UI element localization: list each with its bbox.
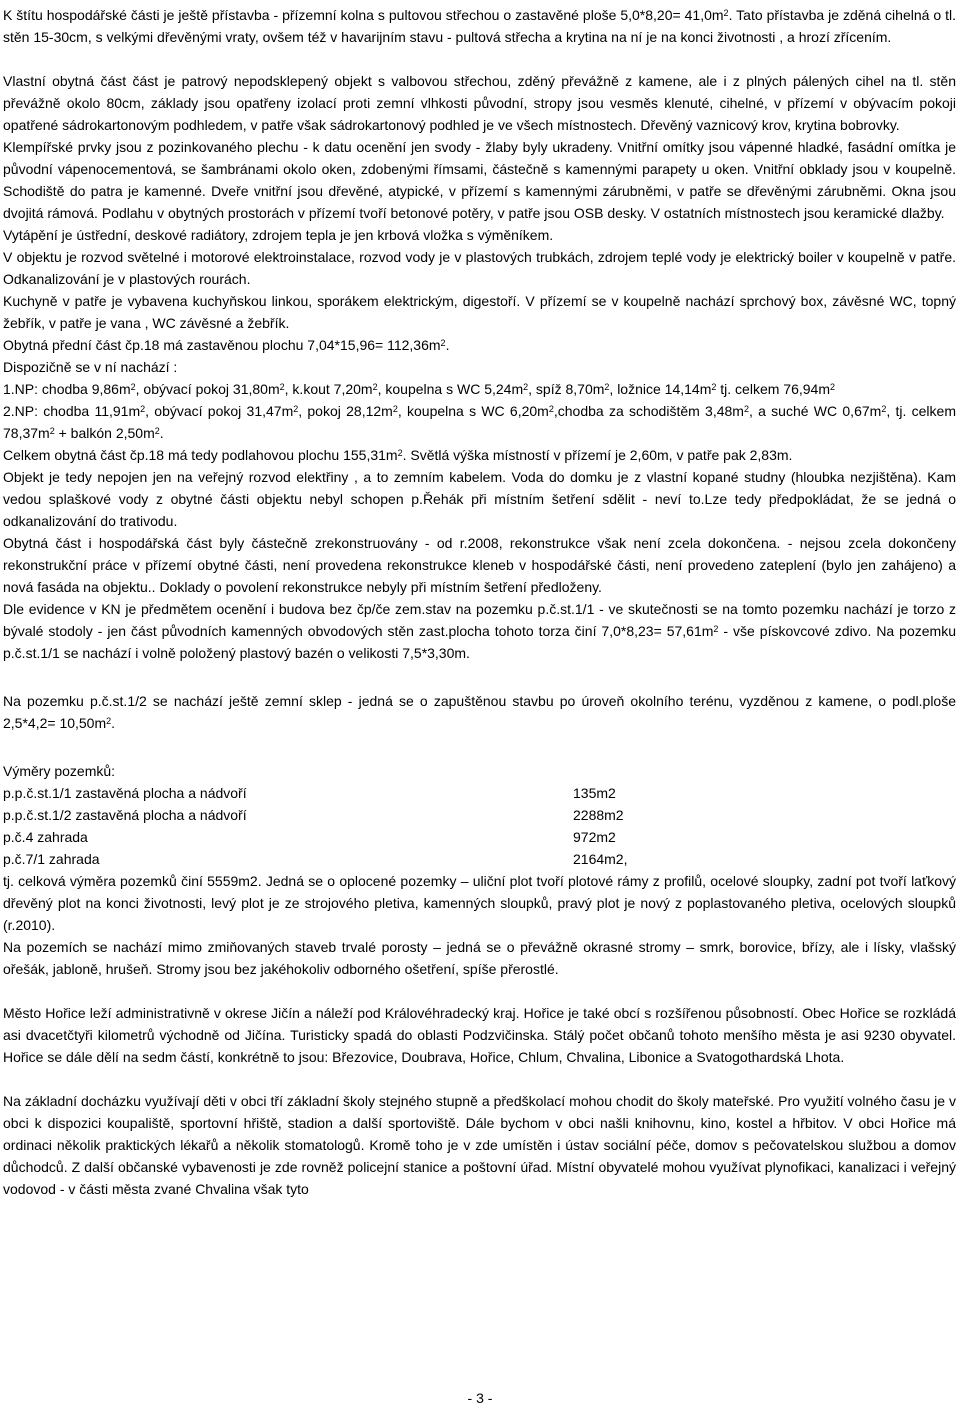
paragraph-amenities — [3, 1090, 956, 1200]
text-run: , pokoj 28,12m — [298, 403, 393, 419]
text-run: , koupelna s WC 6,20m — [397, 403, 549, 419]
superscript: 2 — [523, 382, 529, 392]
superscript: 2 — [397, 448, 403, 458]
paragraph-connections — [3, 466, 956, 532]
paragraph-floor-area-total — [3, 444, 956, 466]
superscript: 2 — [713, 624, 719, 634]
superscript: 2 — [881, 404, 887, 414]
superscript: 2 — [830, 382, 836, 392]
text-run: Kuchyně v patře je vybavena kuchyňskou linkou, sporákem elektrickým, digestoří. V přízemí se v koupelně nachází sprchový box, závěsné WC, topný žebřík, v patře je vana , WC závěsné a žebřík. — [3, 293, 956, 331]
plot-area: 972m2 — [573, 829, 616, 845]
text-run: ,chodba za schodištěm 3,48m — [553, 403, 744, 419]
text-run: + balkón 2,50m — [54, 425, 155, 441]
text-run: Vytápění je ústřední, deskové radiátory, zdrojem tepla je jen krbová vložka s výměníkem. — [3, 227, 554, 243]
paragraph-utilities — [3, 246, 956, 290]
paragraph-finishes — [3, 136, 956, 224]
paragraph-reconstruction — [3, 532, 956, 598]
superscript: 2 — [604, 382, 610, 392]
text-run: Objekt je tedy nepojen jen na veřejný rozvod elektřiny , a to zemním kabelem. Voda do domku je z vlastní kopané studny (hloubka nezjištěna). Kam vedou splaškové vody z obytné části objektu nebyl schopen p.Řehák při místním šetření sdělit - neví to.Lze tedy předpokládat, že se jedná o odkanalizování do trativodu. — [3, 469, 956, 529]
superscript: 2 — [279, 382, 285, 392]
text-run: , a suché WC 0,67m — [748, 403, 882, 419]
superscript: 2 — [711, 382, 717, 392]
text-run: , obývací pokoj 31,47m — [145, 403, 294, 419]
superscript: 2 — [372, 382, 378, 392]
plot-row — [3, 782, 956, 804]
plot-label: p.č.7/1 zahrada — [3, 851, 100, 867]
paragraph-residential-part — [3, 70, 956, 136]
plots-heading — [3, 760, 956, 782]
text-run: Výměry pozemků: — [3, 763, 116, 779]
paragraph-cellar — [3, 690, 956, 734]
plots-table — [3, 782, 956, 870]
paragraph-total-area — [3, 870, 956, 936]
text-run: , ložnice 14,14m — [609, 381, 712, 397]
text-run: Dispozičně se v ní nachází : — [3, 359, 178, 375]
page-number: - 3 - — [467, 1390, 493, 1406]
text-run: . Tato přístavba je zděná cihelná o tl. stěn 15-30cm, s velkými dřevěnými vraty, ovšem též v havarijním stavu - pultová střecha a krytina na ní je na konci životnosti , a hrozí zřícením. — [3, 7, 956, 45]
paragraph-vegetation — [3, 936, 956, 980]
text-run: Obytná přední část čp.18 má zastavěnou plochu 7,04*15,96= 112,36m — [3, 337, 441, 353]
superscript: 2 — [440, 338, 446, 348]
superscript: 2 — [140, 404, 146, 414]
text-run: Město Hořice leží administrativně v okrese Jičín a náleží pod Královéhradecký kraj. Hořice je také obcí s rozšířenou působností. Obec Hořice se rozkládá asi dvacetčtyři kilometrů východně od Jičína. Turisticky spadá do oblasti Podzvičinska. Stálý počet občanů tohoto menšího města je asi 9230 obyvatel. Hořice se dále dělí na sedm částí, konkrétně to jsou: Březovice, Doubrava, Hořice, Chlum, Chvalina, Libonice a Svatogothardská Lhota. — [3, 1005, 956, 1065]
paragraph-cadastre — [3, 598, 956, 664]
text-run: , spíž 8,70m — [528, 381, 605, 397]
paragraph-built-area — [3, 334, 956, 356]
text-run: , obývací pokoj 31,80m — [135, 381, 280, 397]
superscript: 2 — [106, 716, 112, 726]
text-run: Na pozemku p.č.st.1/2 se nachází ještě zemní sklep - jedná se o zapuštěnou stavbu po úroveň okolního terénu, vyzděnou z kamene, o podl.ploše 2,5*4,2= 10,50m — [3, 693, 956, 731]
text-run: 2.NP: chodba 11,91m — [3, 403, 141, 419]
paragraph-first-floor — [3, 400, 956, 444]
text-run: V objektu je rozvod světelné i motorové elektroinstalace, rozvod vody je v plastových trubkách, zdrojem teplé vody je elektrický boiler v koupelně v patře. Odkanalizování je v plastových rourách. — [3, 249, 956, 287]
paragraph-town — [3, 1002, 956, 1068]
superscript: 2 — [743, 404, 749, 414]
superscript: 2 — [723, 8, 729, 18]
plot-area: 135m2 — [573, 785, 616, 801]
paragraph-heating — [3, 224, 956, 246]
paragraph-ground-floor — [3, 378, 956, 400]
text-run: , koupelna s WC 5,24m — [377, 381, 524, 397]
text-run: . — [445, 337, 450, 353]
text-run: tj. celková výměra pozemků činí 5559m2. Jedná se o oplocené pozemky – uliční plot tvoří plotové rámy z profilů, ocelové sloupky, zadní pot tvoří laťkový dřevěný plot na konci životnosti, levý plot je ze strojového pletiva, kamenných sloupků, pravý plot je nový z poplastovaného pletiva, ocelových sloupků (r.2010). — [3, 873, 956, 933]
text-run: , tj. celkem 78,37m — [3, 403, 956, 441]
text-run: . — [159, 425, 164, 441]
text-run: 1.NP: chodba 9,86m — [3, 381, 131, 397]
text-run: Na pozemích se nachází mimo zmiňovaných staveb trvalé porosty – jedná se o převážně okrasné stromy – smrk, borovice, břízy, ale i lísky, vlašský ořešák, jabloně, hrušeň. Stromy jsou bez jakéhokoliv odborného ošetření, spíše přerostlé. — [3, 939, 956, 977]
plot-label: p.p.č.st.1/1 zastavěná plocha a nádvoří — [3, 785, 247, 801]
superscript: 2 — [49, 426, 55, 436]
superscript: 2 — [548, 404, 554, 414]
text-run: K štítu hospodářské části je ještě přístavba - přízemní kolna s pultovou střechou o zastavěné ploše 5,0*8,20= 41,0m — [3, 7, 724, 23]
plot-row — [3, 826, 956, 848]
text-run: . — [111, 715, 116, 731]
plot-label: p.p.č.st.1/2 zastavěná plocha a nádvoří — [3, 807, 247, 823]
plot-row — [3, 804, 956, 826]
paragraph-outbuilding — [3, 4, 956, 48]
plot-area: 2288m2 — [573, 807, 624, 823]
text-run: tj. celkem 76,94m — [716, 381, 830, 397]
text-run: Dle evidence v KN je předmětem ocenění i budova bez čp/če zem.stav na pozemku p.č.st.1/1 - ve skutečnosti se na tomto pozemku nachází je torzo z bývalé stodoly - jen část původních kamenných obvodových stěn zast.plocha tohoto torza činí 7,0*8,23= 57,61m — [3, 601, 956, 639]
superscript: 2 — [130, 382, 136, 392]
text-run: Vlastní obytná část část je patrový nepodsklepený objekt s valbovou střechou, zděný převážně z kamene, ale i z plných pálených cihel na tl. stěn převážně okolo 80cm, základy jsou opatřeny izolací proti zemní vlhkosti původní, stropy jsou vesměs klenuté, cihelné, v přízemí v obývacím pokoji opatřené sádrokartonovým podhledem, v patře však sádrokartonový podhled je ve všech místnostech. Dřevěný vaznicový krov, krytina bobrovky. — [3, 73, 956, 133]
text-run: Celkem obytná část čp.18 má tedy podlahovou plochu 155,31m — [3, 447, 398, 463]
plot-row — [3, 848, 956, 870]
plot-label: p.č.4 zahrada — [3, 829, 88, 845]
text-run: . Světlá výška místností v přízemí je 2,60m, v patře pak 2,83m. — [402, 447, 793, 463]
superscript: 2 — [293, 404, 299, 414]
text-run: - vše pískovcové zdivo. Na pozemku p.č.st.1/1 se nachází i volně položený plastový bazén o velikosti 7,5*3,30m. — [3, 623, 956, 661]
superscript: 2 — [392, 404, 398, 414]
paragraph-layout-heading — [3, 356, 956, 378]
text-run: Klempířské prvky jsou z pozinkovaného plechu - k datu ocenění jen svody - žlaby byly ukradeny. Vnitřní omítky jsou vápenné hladké, fasádní omítka je původní vápenocementová, se šambránami okolo oken, zdobenými římsami, částečně s kamennými parapety u oken. Vnitřní obklady jsou v koupelně. Schodiště do patra je kamenné. Dveře vnitřní jsou dřevěné, atypické, v přízemí s kamennými zárubněmi, v patře se dřevěnými zárubněmi. Okna jsou dvojitá rámová. Podlahu v obytných prostorách v přízemí tvoří betonové potěry, v patře jsou OSB desky. V ostatních místnostech jsou keramické dlažby. — [3, 139, 956, 221]
text-run: Na základní docházku využívají děti v obci tří základní školy stejného stupně a předškolací mohou chodit do školy mateřské. Pro využití volného času je v obci k dispozici koupaliště, sportovní hřiště, stadion a další sportoviště. Dále bychom v obci našli knihovnu, kino, kostel a hřbitov. V obci Hořice má ordinaci několik praktických lékařů a několik stomatologů. Kromě toho je v zde umístěn i ústav sociální péče, domov s pečovatelskou službou a domov důchodců. Z další občanské vybavenosti je zde rovněž policejní stanice a poštovní úřad. Místní obyvatelé mohou využívat plynofikaci, kanalizaci i veřejný vodovod - v části města zvané Chvalina však tyto — [3, 1093, 956, 1197]
text-run: , k.kout 7,20m — [284, 381, 373, 397]
plot-area: 2164m2, — [573, 851, 628, 867]
paragraph-kitchen — [3, 290, 956, 334]
superscript: 2 — [154, 426, 160, 436]
text-run: Obytná část i hospodářská část byly částečně zrekonstruovány - od r.2008, rekonstrukce však není zcela dokončena. - nejsou zcela dokončeny rekonstrukční práce v přízemí obytné části, není provedena rekonstrukce kleneb v hospodářské části, není provedeno zateplení (bylo jen zahájeno) a nová fasáda na objektu.. Doklady o povolení rekonstrukce nebyly při místním šetření předloženy. — [3, 535, 956, 595]
